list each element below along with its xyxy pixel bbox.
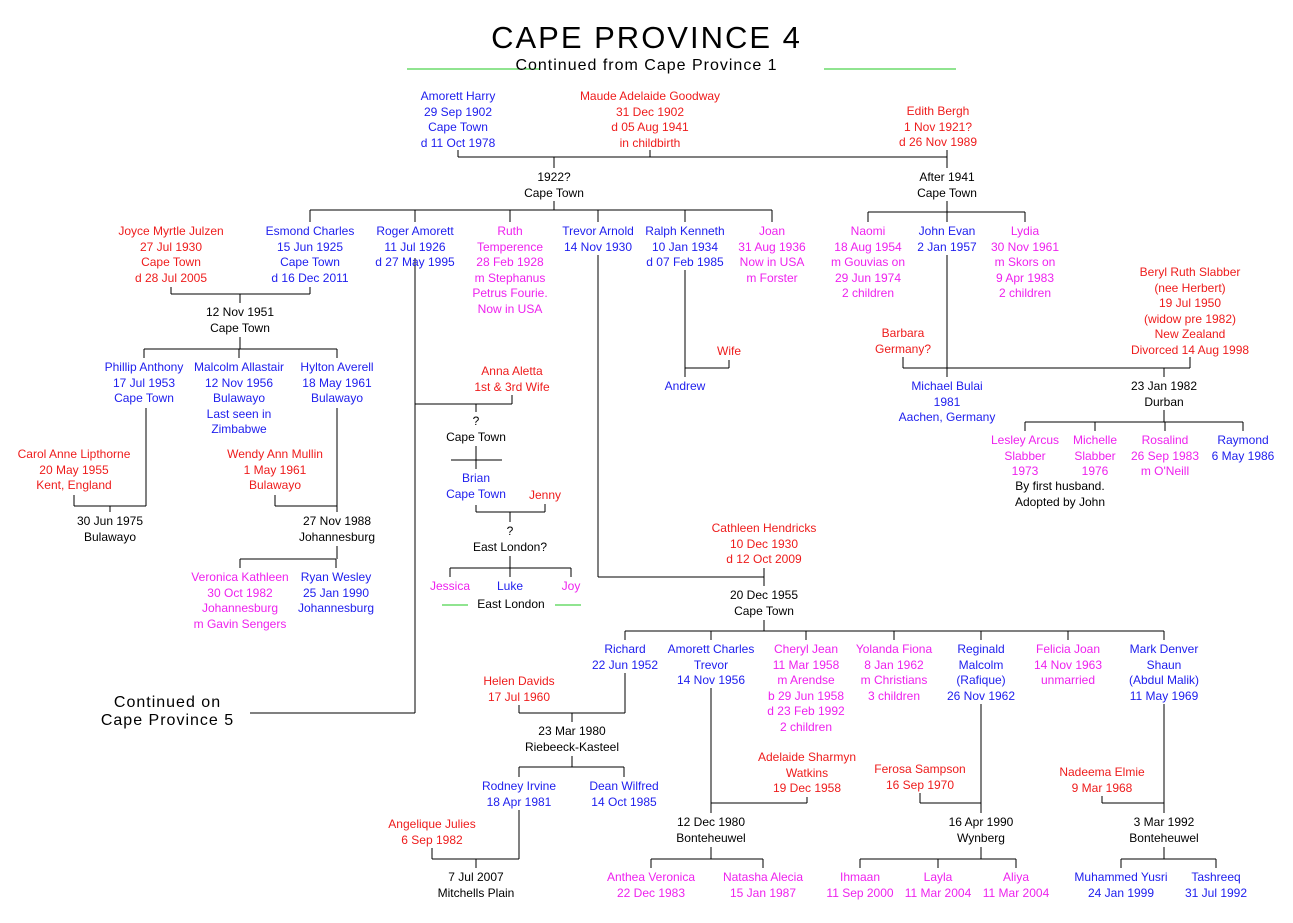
entry-line: 12 Dec 1980 (676, 815, 746, 829)
entry-line: Helen Davids (483, 674, 555, 688)
entry-line: 7 Jul 2007 (448, 870, 504, 884)
entry-line: 12 Nov 1951 (205, 305, 275, 319)
entry-line: m Gouvias on (830, 255, 906, 269)
entry-line: 25 Jan 1990 (302, 585, 370, 600)
marriage-event-m1922 (454, 170, 654, 201)
entry-line: d 12 Oct 2009 (726, 552, 802, 566)
entry-line: Kent, England (36, 478, 112, 492)
entry-line: 1 Nov 1921? (903, 119, 973, 134)
person-wife (629, 344, 829, 360)
entry-line: m Arendse (777, 673, 835, 687)
entry-line: 17 Jul 1960 (487, 689, 551, 704)
entry-line: Bulawayo (248, 478, 302, 492)
entry-line: Roger Amorett (376, 224, 454, 238)
person-dean (524, 779, 724, 810)
person-cathleen (664, 521, 864, 568)
entry-line: 19 Dec 1958 (772, 781, 842, 795)
entry-line: Yolanda Fiona (855, 642, 933, 656)
marriage-event-m1982-durban (1064, 379, 1264, 410)
entry-line: 19 Jul 1950 (1158, 296, 1222, 310)
entry-line: 17 Jul 1953 (112, 375, 176, 390)
entry-line: Lesley Arcus (990, 433, 1060, 447)
entry-line: Ruth (497, 224, 523, 238)
entry-line: 10 Dec 1930 (729, 536, 799, 551)
entry-line: Aliya (1002, 870, 1029, 884)
person-angelique (332, 817, 532, 848)
entry-line: Cape Town (917, 185, 977, 200)
person-maude (550, 89, 750, 151)
entry-line: Muhammed Yusri (1074, 870, 1168, 884)
entry-line: 20 Dec 1955 (729, 588, 799, 602)
entry-line: 31 Aug 1936 (738, 239, 806, 254)
entry-line: Richard (604, 642, 646, 656)
entry-line: Last seen in (206, 406, 272, 421)
entry-line: East London? (472, 539, 548, 554)
person-adopted-note (960, 479, 1160, 510)
entry-line: Durban (1144, 394, 1184, 409)
entry-line: 1922? (537, 170, 571, 184)
entry-line: Anna Aletta (481, 364, 543, 378)
marriage-event-m1951 (140, 305, 340, 336)
entry-line: Jessica (429, 579, 470, 593)
entry-line: d 28 Jul 2005 (134, 270, 208, 285)
entry-line: Bonteheuwel (1129, 830, 1199, 845)
person-amorett-harry (358, 89, 558, 151)
entry-line: 22 Jun 1952 (591, 657, 659, 672)
entry-line: 29 Sep 1902 (423, 104, 493, 119)
entry-line: d 07 Feb 1985 (646, 255, 724, 269)
entry-line: Tashreeq (1191, 870, 1241, 884)
entry-line: m Forster (746, 270, 798, 285)
entry-line: Malcolm (958, 657, 1004, 672)
entry-line: m Stephanus (474, 270, 546, 285)
marriage-event-m1988 (237, 514, 437, 545)
entry-line: Esmond Charles (265, 224, 355, 238)
entry-line: 11 Mar 2004 (982, 885, 1050, 900)
person-ferosa (820, 762, 1020, 793)
entry-line: Angelique Julies (388, 817, 476, 831)
entry-line: Adopted by John (1014, 494, 1106, 509)
entry-line: Cape Town (114, 391, 174, 405)
entry-line: John Evan (918, 224, 976, 238)
entry-line: Nadeema Elmie (1059, 765, 1145, 779)
entry-line: East London (477, 597, 545, 611)
marriage-event-m1941 (847, 170, 1047, 201)
marriage-event-m-q-eastlondon (410, 524, 610, 555)
entry-line: Cape Town (428, 120, 488, 134)
entry-line: 31 Dec 1902 (615, 104, 685, 119)
page-subtitle: Continued from Cape Province 1 (515, 57, 778, 74)
marriage-event-m1975 (10, 514, 210, 545)
entry-line: m O'Neill (1140, 464, 1190, 478)
entry-line: 14 Oct 1985 (591, 794, 657, 809)
person-mark (1064, 642, 1264, 704)
entry-line: (Rafique) (956, 673, 1006, 687)
entry-line: Carol Anne Lipthorne (17, 447, 131, 461)
entry-line: Riebeeck-Kasteel (524, 739, 620, 754)
entry-line: Trevor (693, 657, 729, 672)
entry-line: New Zealand (1154, 327, 1226, 341)
marriage-event-east-london (411, 597, 611, 613)
entry-line: 16 Sep 1970 (885, 777, 955, 792)
entry-line: Malcolm Allastair (193, 360, 285, 374)
entry-line: Zimbabwe (211, 422, 267, 436)
page-title: CAPE PROVINCE 4 (491, 20, 802, 55)
entry-line: Lydia (1010, 224, 1040, 238)
entry-line: Ihmaan (839, 870, 881, 884)
entry-line: (widow pre 1982) (1143, 311, 1237, 326)
entry-line: 30 Jun 1975 (76, 514, 144, 528)
entry-line: Cape Town (446, 486, 506, 501)
entry-line: Maude Adelaide Goodway (579, 89, 721, 103)
entry-line: 6 May 1986 (1211, 448, 1275, 463)
marriage-event-m1990 (881, 815, 1081, 846)
entry-line: m Gavin Sengers (193, 616, 287, 631)
entry-line: 26 Nov 1962 (946, 688, 1016, 703)
entry-line: Joy (561, 579, 581, 593)
person-anna (412, 364, 612, 395)
entry-line: Temperence (476, 239, 544, 254)
entry-line: d 05 Aug 1941 (611, 120, 689, 134)
entry-line: 6 Sep 1982 (401, 832, 463, 847)
entry-line: Shaun (1146, 657, 1182, 672)
entry-line: Cape Town (734, 603, 794, 618)
person-carol (0, 447, 174, 494)
entry-line: Beryl Ruth Slabber (1139, 265, 1241, 279)
entry-line: Johannesburg (201, 601, 279, 615)
person-tashreeq (1116, 870, 1293, 901)
entry-line: Slabber (1004, 448, 1046, 463)
entry-line: 2 children (998, 286, 1052, 300)
entry-line: Trevor Arnold (562, 224, 634, 238)
entry-line: Edith Bergh (906, 104, 970, 118)
entry-line: Wynberg (957, 830, 1005, 845)
entry-line: Michael Bulai (911, 379, 983, 393)
entry-line: Phillip Anthony (104, 360, 184, 374)
entry-line: Johannesburg (298, 529, 376, 544)
entry-line: Bulawayo (83, 529, 137, 544)
entry-line: Jenny (528, 488, 562, 502)
entry-line: ? (506, 524, 514, 538)
person-helen (419, 674, 619, 705)
entry-line: 14 Nov 1956 (676, 673, 746, 687)
entry-line: Hylton Averell (300, 360, 374, 374)
entry-line: Now in USA (739, 255, 805, 269)
entry-line: Bulawayo (310, 391, 364, 405)
entry-line: Natasha Alecia (722, 870, 804, 884)
entry-line: Amorett Charles (667, 642, 755, 656)
entry-line: Ryan Wesley (300, 570, 372, 584)
entry-line: 29 Jun 1974 (834, 270, 902, 285)
entry-line: 8 Jan 1962 (864, 657, 924, 672)
entry-line: 24 Jan 1999 (1087, 885, 1155, 900)
entry-line: Cape Town (210, 320, 270, 335)
marriage-event-m2007 (376, 870, 576, 901)
entry-line: unmarried (1040, 673, 1096, 687)
marriage-event-m1955 (664, 588, 864, 619)
entry-line: 28 Feb 1928 (476, 255, 544, 269)
entry-line: Cape Town (524, 185, 584, 200)
entry-line: Cape Town (280, 255, 340, 269)
entry-line: Felicia Joan (1035, 642, 1101, 656)
entry-line: 31 Jul 1992 (1184, 885, 1248, 900)
entry-line: 2 Jan 1957 (917, 239, 977, 254)
marriage-event-m-q-capetown (376, 414, 576, 445)
entry-line: Bonteheuwel (676, 830, 746, 845)
entry-line: 14 Nov 1963 (1033, 657, 1103, 672)
entry-line: Michelle (1072, 433, 1117, 447)
entry-line: Petrus Fourie. (472, 286, 548, 300)
entry-line: Aachen, Germany (898, 410, 996, 424)
entry-line: Ralph Kenneth (645, 224, 725, 238)
entry-line: Layla (923, 870, 953, 884)
entry-line: Mark Denver (1129, 642, 1199, 656)
entry-line: 2 children (779, 719, 833, 734)
entry-line: 23 Mar 1980 (538, 724, 606, 738)
marriage-event-m1992 (1064, 815, 1264, 846)
entry-line: Joan (758, 224, 786, 238)
entry-line: Watkins (785, 765, 829, 780)
entry-line: 27 Jul 1930 (139, 239, 203, 254)
entry-line: d 23 Feb 1992 (767, 704, 845, 718)
entry-line: 23 Jan 1982 (1130, 379, 1198, 393)
entry-line: 9 Mar 1968 (1071, 780, 1133, 795)
entry-line: in childbirth (619, 135, 681, 150)
entry-line: Mitchells Plain (437, 885, 515, 900)
entry-line: d 26 Nov 1989 (898, 135, 978, 149)
entry-line: 14 Nov 1930 (563, 239, 633, 254)
entry-line: 11 May 1969 (1129, 688, 1199, 703)
marriage-event-m1980-bh (611, 815, 811, 846)
entry-line: Amorett Harry (420, 89, 496, 103)
entry-line: 3 children (867, 688, 921, 703)
entry-line: 30 Oct 1982 (207, 585, 273, 600)
entry-line: Reginald (957, 642, 1005, 656)
entry-line: Slabber (1074, 448, 1116, 463)
person-edith (838, 104, 1038, 151)
entry-line: (nee Herbert) (1154, 280, 1226, 295)
entry-line: Luke (496, 579, 524, 593)
entry-line: 16 Apr 1990 (948, 815, 1014, 829)
entry-line: Wife (717, 344, 741, 358)
entry-line: Ferosa Sampson (874, 762, 966, 776)
entry-line: Dean Wilfred (589, 779, 659, 793)
person-hylton (237, 360, 437, 407)
entry-line: Johannesburg (297, 601, 375, 615)
entry-line: Wendy Ann Mullin (227, 447, 323, 461)
entry-line: 9 Apr 1983 (995, 270, 1055, 285)
entry-line: Anthea Veronica (606, 870, 696, 884)
entry-line: Naomi (850, 224, 886, 238)
entry-line: 1st & 3rd Wife (474, 379, 550, 394)
entry-line: 1 May 1961 (243, 462, 307, 477)
entry-line: Germany? (874, 341, 932, 356)
entry-line: d 11 Oct 1978 (420, 135, 496, 150)
entry-line: 11 Sep 2000 (826, 885, 894, 900)
entry-line: Rosalind (1141, 433, 1189, 447)
entry-line: 1981 (933, 394, 961, 409)
entry-line: m Skors on (994, 255, 1056, 269)
entry-line: 1976 (1081, 464, 1109, 478)
continued-line-1: Continued on (113, 694, 222, 711)
entry-line: 1973 (1011, 464, 1039, 478)
entry-line: 15 Jan 1987 (729, 885, 797, 900)
continued-note (95, 694, 240, 730)
entry-line: 20 May 1955 (39, 462, 109, 477)
entry-line: 11 Mar 1958 (772, 657, 840, 672)
entry-line: After 1941 (919, 170, 975, 184)
entry-line: m Christians (860, 673, 928, 687)
person-joy (471, 579, 671, 595)
entry-line: Raymond (1217, 433, 1269, 447)
entry-line: 11 Mar 2004 (904, 885, 972, 900)
entry-line: 18 May 1961 (302, 375, 372, 390)
person-michael (847, 379, 1047, 426)
person-beryl (1090, 265, 1290, 358)
entry-line: 3 Mar 1992 (1133, 815, 1195, 829)
entry-line: By first husband. (1015, 479, 1105, 493)
person-raymond (1143, 433, 1293, 464)
continued-line-2: Cape Province 5 (100, 712, 235, 729)
entry-line: (Abdul Malik) (1128, 673, 1200, 687)
entry-line: 11 Jul 1926 (384, 239, 446, 254)
entry-line: 12 Nov 1956 (204, 375, 274, 390)
entry-line: 2 children (841, 286, 895, 300)
entry-line: 30 Nov 1961 (990, 239, 1060, 254)
entry-line: Bulawayo (212, 391, 266, 405)
entry-line: Divorced 14 Aug 1998 (1130, 342, 1250, 357)
entry-line: ? (472, 414, 480, 428)
entry-line: Joyce Myrtle Julzen (118, 224, 224, 238)
entry-line: Cheryl Jean (773, 642, 839, 656)
entry-line: Rodney Irvine (481, 779, 557, 793)
person-andrew (585, 379, 785, 395)
entry-line: 22 Dec 1983 (616, 885, 686, 900)
entry-line: 26 Sep 1983 (1130, 448, 1200, 463)
entry-line: Cathleen Hendricks (711, 521, 817, 535)
entry-line: Adelaide Sharmyn (757, 750, 857, 764)
entry-line: Veronica Kathleen (191, 570, 289, 584)
person-wendy (175, 447, 375, 494)
entry-line: 10 Jan 1934 (651, 239, 719, 254)
entry-line: d 16 Dec 2011 (271, 270, 349, 285)
entry-line: b 29 Jun 1958 (767, 688, 845, 703)
entry-line: 15 Jun 1925 (276, 239, 344, 254)
entry-line: Brian (461, 471, 490, 485)
marriage-event-m1980-rk (472, 724, 672, 755)
entry-line: Now in USA (477, 301, 543, 316)
person-barbara (803, 326, 1003, 357)
entry-line: Andrew (664, 379, 706, 393)
entry-line: d 27 May 1995 (375, 255, 455, 269)
entry-line: Cape Town (141, 255, 201, 269)
entry-line: 27 Nov 1988 (302, 514, 372, 528)
entry-line: 18 Apr 1981 (486, 794, 552, 809)
person-jenny (445, 488, 645, 504)
entry-line: 18 Aug 1954 (834, 239, 902, 254)
entry-line: Barbara (881, 326, 925, 340)
person-nadeema (1002, 765, 1202, 796)
entry-line: Cape Town (446, 429, 506, 444)
